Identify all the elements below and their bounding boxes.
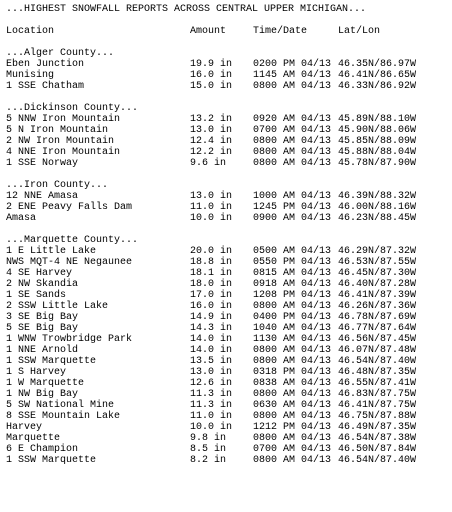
location-cell: 5 N Iron Mountain — [6, 125, 109, 136]
lat-lon-cell: 46.33N/86.92W — [338, 81, 417, 92]
lat-lon-cell: 46.41N/86.65W — [338, 70, 417, 81]
county-header — [6, 103, 450, 114]
location-cell: Munising — [6, 70, 55, 81]
county-header — [6, 180, 450, 191]
lat-lon-cell: 46.48N/87.35W — [338, 367, 417, 378]
amount-cell: 13.5 in — [190, 356, 233, 367]
amount-cell: 9.6 in — [190, 158, 227, 169]
location-cell: Eben Junction — [6, 59, 85, 70]
amount-cell: 13.0 in — [190, 191, 233, 202]
time-date-cell: 0815 AM 04/13 — [253, 268, 332, 279]
lat-lon-cell: 46.00N/88.16W — [338, 202, 417, 213]
report-row — [6, 367, 450, 378]
location-cell: 1 SE Sands — [6, 290, 67, 301]
time-date-cell: 1130 AM 04/13 — [253, 334, 332, 345]
amount-cell: 19.9 in — [190, 59, 233, 70]
time-date-cell: 1245 PM 04/13 — [253, 202, 332, 213]
report-row — [6, 312, 450, 323]
spacer — [6, 15, 450, 26]
report-row — [6, 257, 450, 268]
amount-cell: 16.0 in — [190, 301, 233, 312]
time-date-cell: 0800 AM 04/13 — [253, 147, 332, 158]
lat-lon-cell: 46.54N/87.40W — [338, 356, 417, 367]
time-date-cell: 0800 AM 04/13 — [253, 301, 332, 312]
time-date-cell: 0920 AM 04/13 — [253, 114, 332, 125]
location-cell: 2 NW Skandia — [6, 279, 79, 290]
lat-lon-cell: 46.40N/87.28W — [338, 279, 417, 290]
location-cell: NWS MQT-4 NE Negaunee — [6, 257, 133, 268]
report-row — [6, 147, 450, 158]
location-cell: 3 SE Big Bay — [6, 312, 79, 323]
amount-cell: 17.0 in — [190, 290, 233, 301]
amount-cell: 18.8 in — [190, 257, 233, 268]
amount-cell: 18.1 in — [190, 268, 233, 279]
location-cell: 5 SW National Mine — [6, 400, 115, 411]
report-row — [6, 455, 450, 466]
lat-lon-cell: 46.26N/87.36W — [338, 301, 417, 312]
location-cell: 1 NNE Arnold — [6, 345, 79, 356]
location-cell: 1 WNW Trowbridge Park — [6, 334, 133, 345]
amount-cell: 13.0 in — [190, 367, 233, 378]
lat-lon-cell: 46.53N/87.55W — [338, 257, 417, 268]
amount-cell: 8.2 in — [190, 455, 227, 466]
lat-lon-cell: 46.41N/87.75W — [338, 400, 417, 411]
spacer — [6, 169, 450, 180]
location-cell: 4 SE Harvey — [6, 268, 73, 279]
report-row — [6, 246, 450, 257]
lat-lon-cell: 45.88N/88.04W — [338, 147, 417, 158]
time-date-cell: 1145 AM 04/13 — [253, 70, 332, 81]
lat-lon-cell: 46.49N/87.35W — [338, 422, 417, 433]
report-row — [6, 202, 450, 213]
location-cell: 1 SSE Chatham — [6, 81, 85, 92]
amount-cell: 11.3 in — [190, 389, 233, 400]
time-date-cell: 0550 PM 04/13 — [253, 257, 332, 268]
time-date-cell: 0400 PM 04/13 — [253, 312, 332, 323]
amount-cell: 14.0 in — [190, 334, 233, 345]
amount-cell: 12.4 in — [190, 136, 233, 147]
report-row — [6, 279, 450, 290]
county-header — [6, 48, 450, 59]
location-cell: 1 SSW Marquette — [6, 356, 97, 367]
location-cell: 2 NW Iron Mountain — [6, 136, 115, 147]
time-date-cell: 0900 AM 04/13 — [253, 213, 332, 224]
report-row — [6, 268, 450, 279]
lat-lon-cell: 45.90N/88.06W — [338, 125, 417, 136]
location-cell: 1 SSE Norway — [6, 158, 79, 169]
report-row — [6, 433, 450, 444]
time-date-cell: 0800 AM 04/13 — [253, 81, 332, 92]
time-date-cell: 0800 AM 04/13 — [253, 411, 332, 422]
amount-cell: 11.0 in — [190, 202, 233, 213]
report-row — [6, 378, 450, 389]
amount-cell: 14.9 in — [190, 312, 233, 323]
column-header-row — [6, 26, 450, 37]
report-row — [6, 70, 450, 81]
lat-lon-cell: 46.45N/87.30W — [338, 268, 417, 279]
location-cell: 5 SE Big Bay — [6, 323, 79, 334]
column-header-time-date: Time/Date — [253, 26, 308, 37]
amount-cell: 12.6 in — [190, 378, 233, 389]
location-cell: Harvey — [6, 422, 43, 433]
report-row — [6, 158, 450, 169]
location-cell: 2 ENE Peavy Falls Dam — [6, 202, 133, 213]
report-row — [6, 125, 450, 136]
lat-lon-cell: 46.83N/87.75W — [338, 389, 417, 400]
time-date-cell: 0700 AM 04/13 — [253, 444, 332, 455]
report-row — [6, 191, 450, 202]
location-cell: 4 NNE Iron Mountain — [6, 147, 121, 158]
lat-lon-cell: 46.50N/87.84W — [338, 444, 417, 455]
time-date-cell: 0630 AM 04/13 — [253, 400, 332, 411]
county-sections — [6, 37, 450, 466]
report-row — [6, 444, 450, 455]
time-date-cell: 0800 AM 04/13 — [253, 136, 332, 147]
county-header — [6, 235, 450, 246]
time-date-cell: 0838 AM 04/13 — [253, 378, 332, 389]
amount-cell: 14.0 in — [190, 345, 233, 356]
report-row — [6, 323, 450, 334]
time-date-cell: 1212 PM 04/13 — [253, 422, 332, 433]
lat-lon-cell: 45.89N/88.10W — [338, 114, 417, 125]
report-title — [6, 4, 450, 15]
county-name: ...Iron County... — [6, 180, 109, 191]
report-row — [6, 411, 450, 422]
spacer — [6, 92, 450, 103]
location-cell: 12 NNE Amasa — [6, 191, 79, 202]
report-row — [6, 81, 450, 92]
time-date-cell: 0800 AM 04/13 — [253, 455, 332, 466]
time-date-cell: 0800 AM 04/13 — [253, 356, 332, 367]
amount-cell: 10.0 in — [190, 422, 233, 433]
location-cell: Amasa — [6, 213, 37, 224]
report-row — [6, 389, 450, 400]
amount-cell: 18.0 in — [190, 279, 233, 290]
report-row — [6, 59, 450, 70]
location-cell: 8 SSE Mountain Lake — [6, 411, 121, 422]
report-row — [6, 213, 450, 224]
lat-lon-cell: 46.35N/86.97W — [338, 59, 417, 70]
location-cell: 6 E Champion — [6, 444, 79, 455]
report-row — [6, 356, 450, 367]
report-row — [6, 345, 450, 356]
location-cell: 2 SSW Little Lake — [6, 301, 109, 312]
lat-lon-cell: 46.56N/87.45W — [338, 334, 417, 345]
time-date-cell: 0918 AM 04/13 — [253, 279, 332, 290]
lat-lon-cell: 46.54N/87.40W — [338, 455, 417, 466]
time-date-cell: 0200 PM 04/13 — [253, 59, 332, 70]
time-date-cell: 0800 AM 04/13 — [253, 158, 332, 169]
report-row — [6, 301, 450, 312]
report-title-text: ...HIGHEST SNOWFALL REPORTS ACROSS CENTRAL UPPER MICHIGAN... — [6, 4, 367, 15]
amount-cell: 8.5 in — [190, 444, 227, 455]
amount-cell: 13.0 in — [190, 125, 233, 136]
time-date-cell: 0318 PM 04/13 — [253, 367, 332, 378]
location-cell: 5 NNW Iron Mountain — [6, 114, 121, 125]
time-date-cell: 0800 AM 04/13 — [253, 433, 332, 444]
lat-lon-cell: 46.75N/87.88W — [338, 411, 417, 422]
lat-lon-cell: 45.85N/88.09W — [338, 136, 417, 147]
location-cell: 1 E Little Lake — [6, 246, 97, 257]
lat-lon-cell: 46.54N/87.38W — [338, 433, 417, 444]
lat-lon-cell: 46.41N/87.39W — [338, 290, 417, 301]
spacer — [6, 224, 450, 235]
report-row — [6, 334, 450, 345]
amount-cell: 12.2 in — [190, 147, 233, 158]
column-header-amount: Amount — [190, 26, 227, 37]
amount-cell: 15.0 in — [190, 81, 233, 92]
amount-cell: 10.0 in — [190, 213, 233, 224]
lat-lon-cell: 46.78N/87.69W — [338, 312, 417, 323]
county-name: ...Alger County... — [6, 48, 115, 59]
lat-lon-cell: 46.23N/88.45W — [338, 213, 417, 224]
time-date-cell: 1208 PM 04/13 — [253, 290, 332, 301]
amount-cell: 11.0 in — [190, 411, 233, 422]
location-cell: 1 W Marquette — [6, 378, 85, 389]
location-cell: 1 SSW Marquette — [6, 455, 97, 466]
snowfall-report — [6, 4, 450, 466]
location-cell: 1 NW Big Bay — [6, 389, 79, 400]
lat-lon-cell: 46.77N/87.64W — [338, 323, 417, 334]
county-name: ...Dickinson County... — [6, 103, 139, 114]
amount-cell: 11.3 in — [190, 400, 233, 411]
lat-lon-cell: 45.78N/87.90W — [338, 158, 417, 169]
report-row — [6, 400, 450, 411]
report-row — [6, 290, 450, 301]
lat-lon-cell: 46.55N/87.41W — [338, 378, 417, 389]
report-row — [6, 422, 450, 433]
report-row — [6, 136, 450, 147]
report-row — [6, 114, 450, 125]
amount-cell: 16.0 in — [190, 70, 233, 81]
lat-lon-cell: 46.29N/87.32W — [338, 246, 417, 257]
column-header-location: Location — [6, 26, 55, 37]
time-date-cell: 1000 AM 04/13 — [253, 191, 332, 202]
lat-lon-cell: 46.07N/87.48W — [338, 345, 417, 356]
time-date-cell: 0500 AM 04/13 — [253, 246, 332, 257]
time-date-cell: 0800 AM 04/13 — [253, 345, 332, 356]
amount-cell: 9.8 in — [190, 433, 227, 444]
amount-cell: 14.3 in — [190, 323, 233, 334]
lat-lon-cell: 46.39N/88.32W — [338, 191, 417, 202]
column-header-lat-lon: Lat/Lon — [338, 26, 381, 37]
amount-cell: 20.0 in — [190, 246, 233, 257]
time-date-cell: 0800 AM 04/13 — [253, 389, 332, 400]
location-cell: Marquette — [6, 433, 61, 444]
time-date-cell: 1040 AM 04/13 — [253, 323, 332, 334]
county-name: ...Marquette County... — [6, 235, 139, 246]
time-date-cell: 0700 AM 04/13 — [253, 125, 332, 136]
amount-cell: 13.2 in — [190, 114, 233, 125]
location-cell: 1 S Harvey — [6, 367, 67, 378]
spacer — [6, 37, 450, 48]
